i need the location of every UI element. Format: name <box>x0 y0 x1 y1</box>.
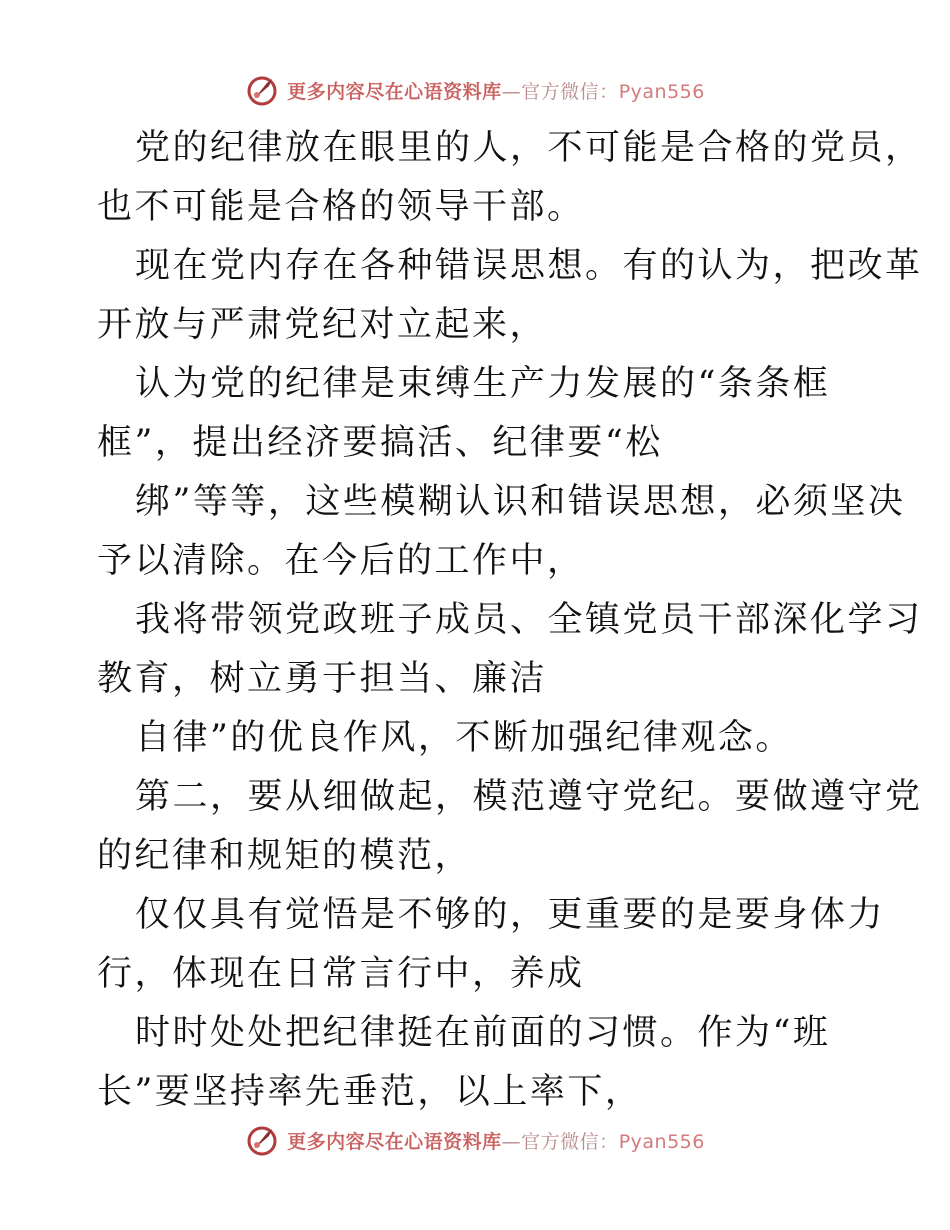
text-line: 教育，树立勇于担当、廉洁 <box>97 659 548 699</box>
text-line: 长”要坚持率先垂范，以上率下， <box>97 1072 643 1112</box>
text-line: 自律”的优良作风，不断加强纪律观念。 <box>135 718 793 758</box>
text-line: 认为党的纪律是束缚生产力发展的“条条框 <box>135 364 831 404</box>
watermark-title: 更多内容尽在心语资料库 <box>287 80 502 103</box>
watermark-dash: — <box>501 80 522 103</box>
watermark-sub: 官方微信： <box>521 80 619 103</box>
watermark-sub: 官方微信： <box>521 1130 619 1153</box>
text-line: 绑”等等，这些模糊认识和错误思想，必须坚决 <box>135 482 906 522</box>
text-line: 也不可能是合格的领导干部。 <box>97 187 585 227</box>
text-line: 时时处处把纪律挺在前面的习惯。作为“班 <box>135 1013 831 1053</box>
text-line: 行，体现在日常言行中，养成 <box>97 954 585 994</box>
watermark-id: Pyan556 <box>618 80 705 103</box>
watermark-dash: — <box>501 1130 522 1153</box>
watermark-title: 更多内容尽在心语资料库 <box>287 1130 502 1153</box>
text-line: 我将带领党政班子成员、全镇党员干部深化学习 <box>135 600 923 640</box>
watermark-id: Pyan556 <box>618 1130 705 1153</box>
text-line: 框”，提出经济要搞活、纪律要“松 <box>97 423 663 463</box>
text-line: 的纪律和规矩的模范， <box>97 836 473 876</box>
text-line: 现在党内存在各种错误思想。有的认为，把改革 <box>135 246 923 286</box>
footer-watermark <box>0 1120 950 1160</box>
text-line: 第二，要从细做起，模范遵守党纪。要做遵守党 <box>135 777 923 817</box>
watermark-text <box>287 1127 705 1154</box>
text-line: 开放与严肃党纪对立起来， <box>97 305 548 345</box>
text-line: 予以清除。在今后的工作中， <box>97 541 585 581</box>
quill-logo-icon <box>245 1123 279 1157</box>
text-line: 仅仅具有觉悟是不够的，更重要的是要身体力 <box>135 895 886 935</box>
text-line: 党的纪律放在眼里的人，不可能是合格的党员， <box>135 128 923 168</box>
